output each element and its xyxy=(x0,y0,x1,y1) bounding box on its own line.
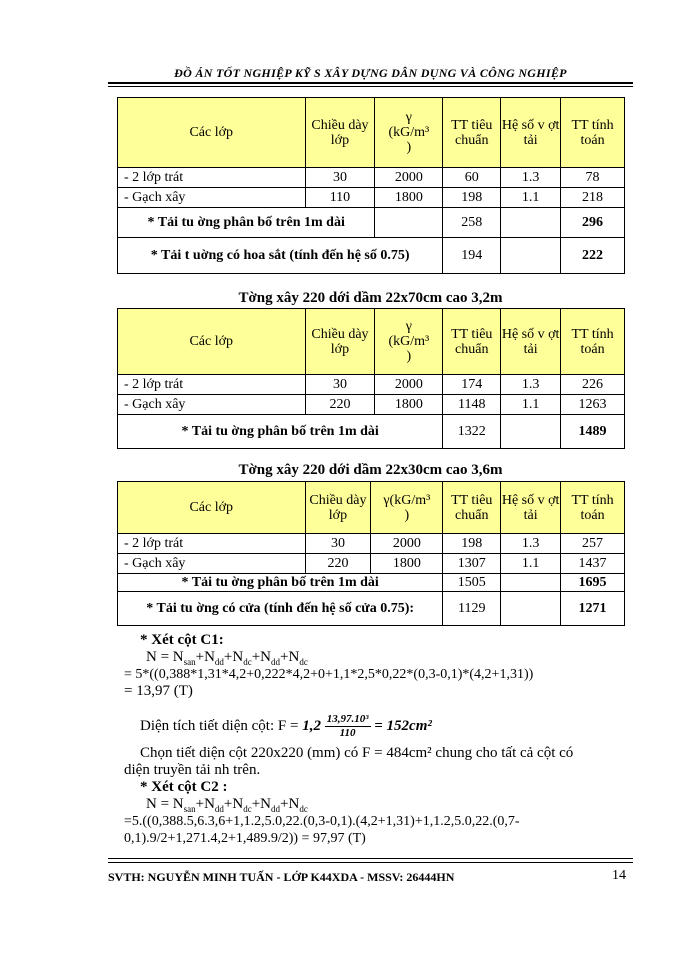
c2-equation: $N = N_{san}+N_{dd}+N_{dc}+N_{dd}+N_{dc}$ xyxy=(146,796,308,814)
page-number: 14 xyxy=(612,868,626,883)
c1-line2: = 5*((0,388*1,31*4,2+0,222*4,2+0+1,1*2,5*0,22*(0,3-0,1)*(4,2+1,31)) xyxy=(124,667,534,682)
table-row-sum: * Tải tu ờng phân bố trên 1m dài 1322 1489 xyxy=(118,415,625,449)
table-caption-3: Tờng xây 220 dới dầm 22x30cm cao 3,6m xyxy=(238,462,503,478)
table-row: - 2 lớp trát 30 2000 60 1.3 78 xyxy=(118,168,625,188)
footer-rule xyxy=(108,858,633,859)
header-rule xyxy=(108,82,633,84)
table-row: - Gạch xây 110 1800 198 1.1 218 xyxy=(118,188,625,208)
page-header: ĐỒ ÁN TỐT NGHIỆP KỸ S XÂY DỰNG DÂN DỤNG VÀ CÔNG NGHIỆP xyxy=(174,66,567,80)
footer-rule-thin xyxy=(108,862,633,863)
col-tt-calc: TT tính toán xyxy=(561,98,625,168)
col-gamma: γ (kG/m³ ) xyxy=(375,98,443,168)
table-row: - Gạch xây 220 1800 1307 1.1 1437 xyxy=(118,554,625,574)
c2-result: 0,1).9/2+1,271.4,2+1,489.9/2)) = 97,97 (T) xyxy=(124,831,366,846)
table-row-sum: * Tải tu ờng có cửa (tính đến hệ số cửa 0.75): 1129 1271 xyxy=(118,592,625,626)
col-layers: Các lớp xyxy=(118,98,306,168)
choice-line2: diện truyền tải nh trên. xyxy=(124,762,261,778)
table-caption-2: Tờng xây 220 dới dầm 22x70cm cao 3,2m xyxy=(238,290,503,306)
c2-title: * Xét cột C2 : xyxy=(140,779,228,795)
table-row-sum: * Tải tu ờng phân bố trên 1m dài 1505 1695 xyxy=(118,574,625,592)
c1-result: = 13,97 (T) xyxy=(124,683,193,699)
load-table-3: Các lớp Chiều dày lớp γ(kG/m³ ) TT tiêu chuẩn Hệ số v ợt tải TT tính toán - 2 lớp trát 30 2000 198 1.3 257 - Gạch xây 220 1800 1307 1.1 1437 * Tải tu ờng phân bố trên 1m dài 1505 1695 * Tải tu ờng có cửa (tính đến hệ số cửa 0.75): 1129 1271 xyxy=(117,481,625,626)
table-row: - Gạch xây 220 1800 1148 1.1 1263 xyxy=(118,395,625,415)
table-row-sum: * Tải tu ờng phân bố trên 1m dài 258 296 xyxy=(118,208,625,238)
choice-line1: Chọn tiết diện cột 220x220 (mm) có F = 484cm² chung cho tất cả cột có xyxy=(140,745,574,761)
col-thickness: Chiều dày lớp xyxy=(305,98,375,168)
load-table-2: Các lớp Chiều dày lớp γ (kG/m³ ) TT tiêu chuẩn Hệ số v ợt tải TT tính toán - 2 lớp trát 30 2000 174 1.3 226 - Gạch xây 220 1800 1148 1.1 1263 * Tải tu ờng phân bố trên 1m dài 1322 1489 xyxy=(117,308,625,449)
c1-title: * Xét cột C1: xyxy=(140,632,224,648)
c2-line2: =5.((0,388.5,6.3,6+1,1.2,5.0,22.(0,3-0,1).(4,2+1,31)+1,1.2,5.0,22.(0,7- xyxy=(124,814,520,829)
table-row: - 2 lớp trát 30 2000 198 1.3 257 xyxy=(118,534,625,554)
area-formula: Diện tích tiết diện cột: F = 1,2 $\frac{\text{13,97.10³}}{110}$ = 152cm² xyxy=(140,713,432,739)
table-row: - 2 lớp trát 30 2000 174 1.3 226 xyxy=(118,375,625,395)
table-row-sum: * Tải t uờng có hoa sắt (tính đến hệ số 0.75) 194 222 xyxy=(118,238,625,274)
load-table-1 xyxy=(117,97,625,274)
col-tt-standard: TT tiêu chuẩn xyxy=(443,98,501,168)
c1-equation: $N = N_{san}+N_{dd}+N_{dc}+N_{dd}+N_{dc}$ xyxy=(146,649,308,667)
col-factor: Hệ số v ợt tải xyxy=(501,98,561,168)
header-rule-thin xyxy=(108,86,633,87)
footer: SVTH: NGUYỄN MINH TUẤN - LỚP K44XDA - MSSV: 26444HN xyxy=(108,870,455,884)
